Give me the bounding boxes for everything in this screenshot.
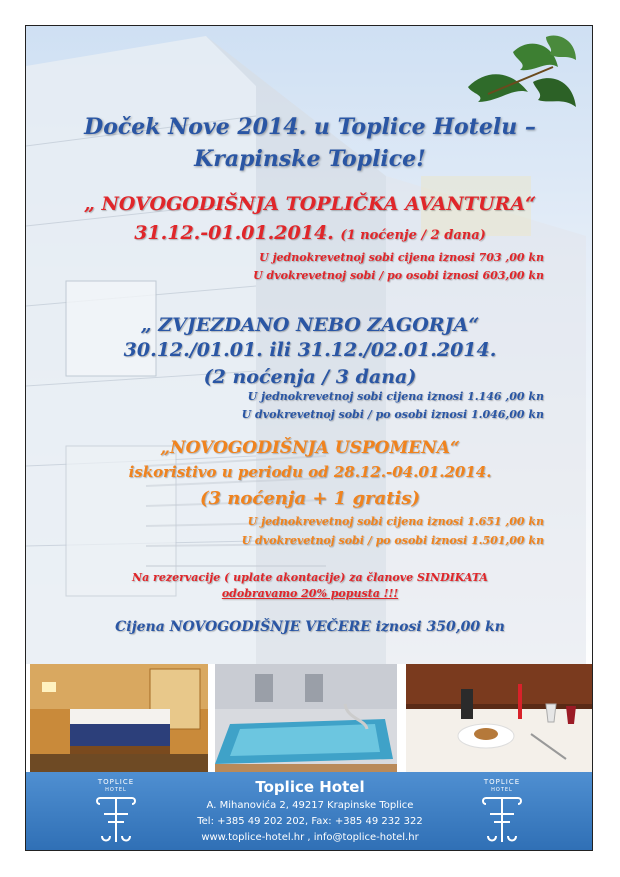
offer-1-dates: 31.12.-01.01.2014. — [134, 222, 334, 244]
photo-strip — [26, 664, 593, 774]
left-logo-sub: HOTEL — [105, 787, 127, 793]
dinner-table-photo — [406, 664, 592, 774]
union-discount-line-2: odobravamo 20% popusta !!! — [221, 587, 399, 600]
right-logo-name: TOPLICE — [483, 778, 521, 786]
offer-2-name: „ ZVJEZDANO NEBO ZAGORJA“ — [140, 314, 480, 336]
offer-3-single-price: U jednokrevetnoj sobi cijena iznosi 1.651 ,00 kn — [247, 515, 544, 528]
union-discount-line-1: Na rezervacije ( uplate akontacije) za članove SINDIKATA — [132, 571, 488, 584]
dinner-price: Cijena NOVOGODIŠNJE VEČERE iznosi 350,00 kn — [115, 619, 505, 635]
offer-2-double-price: U dvokrevetnoj sobi / po osobi iznosi 1.046,00 kn — [241, 408, 544, 421]
pool-photo — [215, 664, 397, 774]
offer-3-dates: iskoristivo u periodu od 28.12.-04.01.2014. — [128, 463, 492, 481]
offer-1-dates-row — [26, 222, 593, 244]
offer-2-single-price: U jednokrevetnoj sobi cijena iznosi 1.146 ,00 kn — [247, 390, 544, 403]
offer-3-double-price: U dvokrevetnoj sobi / po osobi iznosi 1.501,00 kn — [241, 534, 544, 547]
footer-phone: Tel: +385 49 202 202, Fax: +385 49 232 322 — [197, 816, 423, 827]
hotel-room-photo — [30, 664, 208, 774]
offer-2-dates: 30.12./01.01. ili 31.12./02.01.2014. — [123, 339, 497, 361]
offer-3-name: „NOVOGODIŠNJA USPOMENA“ — [160, 438, 460, 458]
footer-web-link[interactable]: www.toplice-hotel.hr , info@toplice-hotel.hr — [201, 832, 419, 843]
offer-2-duration: (2 noćenja / 3 dana) — [203, 366, 417, 388]
footer-address: A. Mihanovića 2, 49217 Krapinske Toplice — [206, 800, 414, 811]
offer-1-single-price: U jednokrevetnoj sobi cijena iznosi 703 ,00 kn — [259, 251, 544, 264]
title-line-1: Doček Nove 2014. u Toplice Hotelu – — [84, 114, 536, 140]
title-line-2: Krapinske Toplice! — [194, 146, 426, 172]
footer-hotel-name: Toplice Hotel — [255, 778, 365, 796]
left-logo-name: TOPLICE — [97, 778, 135, 786]
holly-icon — [458, 32, 583, 122]
offer-3-duration: (3 noćenja + 1 gratis) — [199, 488, 421, 509]
offer-1-duration: (1 noćenje / 2 dana) — [340, 228, 486, 243]
footer — [26, 772, 593, 851]
offer-1-double-price: U dvokrevetnoj sobi / po osobi iznosi 603,00 kn — [253, 269, 544, 282]
offer-1-name: „ NOVOGODIŠNJA TOPLIČKA AVANTURA“ — [83, 193, 536, 215]
flyer-page — [25, 25, 593, 851]
right-logo-sub: HOTEL — [491, 787, 513, 793]
